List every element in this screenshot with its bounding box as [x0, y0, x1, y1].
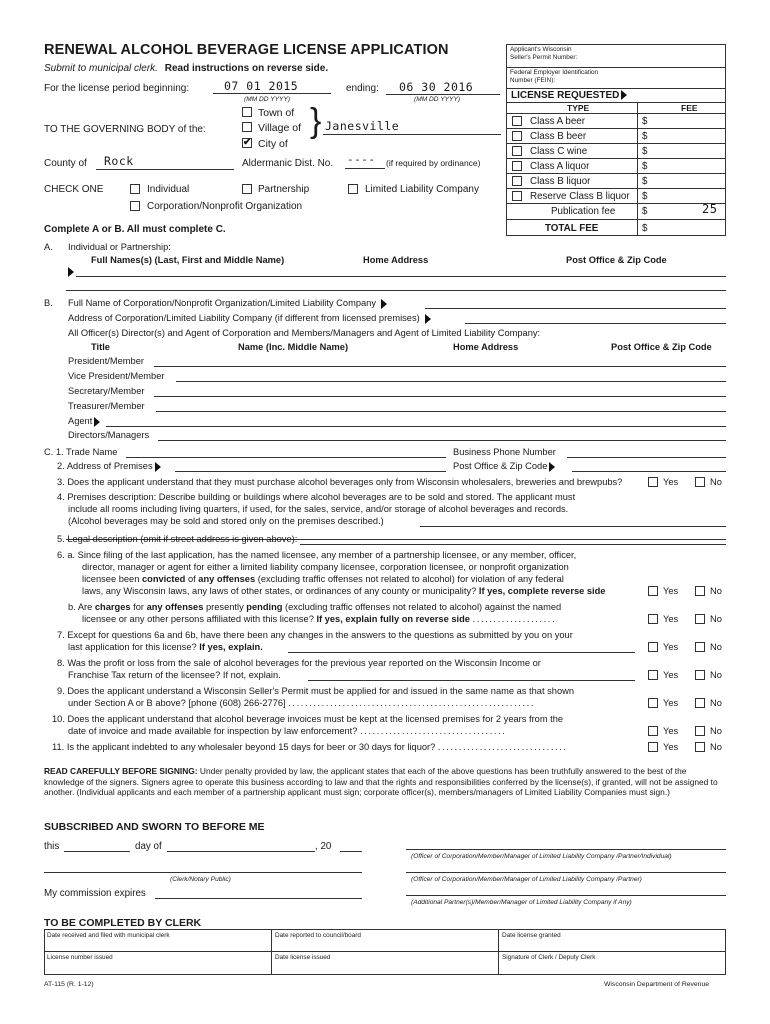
question-5: 5. Legal description (omit if street address is given above): [57, 534, 298, 544]
question-6b-line-2 [82, 614, 556, 625]
city-checkbox[interactable]: ✔ [243, 137, 252, 148]
license-row-rule [506, 173, 726, 174]
no-label: No [710, 742, 722, 752]
q6b1-post: (excluding traffic offenses not related to alcohol) against the named [282, 602, 562, 612]
officer-title: Vice President/Member [68, 371, 165, 381]
year-label: , 20 [315, 841, 332, 852]
date-hint-end: (MM DD YYYY) [414, 96, 461, 103]
phone-line[interactable] [567, 457, 726, 458]
question-6b-line-1 [68, 602, 561, 613]
clerk-row-rule [44, 951, 726, 952]
q6b1-charges: charges [94, 602, 131, 612]
q6b1-mid: presently [203, 602, 247, 612]
corp-label: Corporation/Nonprofit Organization [147, 201, 303, 212]
yes-label: Yes [663, 477, 679, 487]
license-type-label: Class B liquor [530, 176, 591, 187]
clerk-notary-caption: (Clerk/Notary Public) [170, 876, 231, 883]
license-divider [637, 102, 638, 236]
officer-line[interactable] [176, 381, 726, 382]
dollar-sign: $ [642, 191, 648, 202]
officer-title: Treasurer/Member [68, 401, 145, 411]
class-a-liquor-checkbox[interactable] [512, 161, 522, 171]
clerk-cell[interactable]: Date received and filed with municipal clerk [47, 932, 170, 939]
po-row [453, 461, 555, 472]
license-row-rule [506, 143, 726, 144]
license-requested-heading [511, 90, 627, 102]
section-b-letter: B. [44, 298, 53, 308]
q8-no-checkbox[interactable] [695, 670, 705, 680]
officer-line[interactable] [156, 411, 726, 412]
q6a4-pre: laws, any Wisconsin laws, any laws of other states, or ordinances of any county or municipality? [82, 586, 479, 596]
section-b-line-2 [68, 313, 431, 324]
signature-line-1[interactable] [406, 849, 726, 850]
q7-line[interactable] [288, 652, 635, 653]
arrow-right-icon [155, 462, 161, 472]
po-line[interactable] [572, 471, 726, 472]
q6a3-any: any offenses [198, 574, 256, 584]
year-line[interactable] [340, 851, 362, 852]
clerk-col-rule [271, 929, 272, 975]
license-row-rule [506, 203, 726, 204]
dollar-sign: $ [642, 161, 648, 172]
submit-line [44, 63, 328, 75]
section-a-col-home: Home Address [363, 255, 429, 265]
period-end-line [386, 94, 500, 95]
clerk-cell[interactable]: Date reported to council/board [275, 932, 361, 939]
license-type-label: Class A beer [530, 116, 586, 127]
question-4-line-1: 4. Premises description: Describe building or buildings where alcohol beverages are to be sold and stored. The applicant must [57, 492, 576, 502]
period-begin-field[interactable]: 07 01 2015 [224, 79, 299, 93]
q6b1-for: for [130, 602, 147, 612]
arrow-right-icon [549, 462, 555, 472]
q6b-yes-checkbox[interactable] [648, 614, 658, 624]
premises-row [57, 461, 161, 472]
license-row-rule [506, 128, 726, 129]
permit-label-2: Seller's Permit Number: [510, 54, 578, 61]
license-type-label: Reserve Class B liquor [530, 191, 630, 202]
no-label: No [710, 670, 722, 680]
yes-label: Yes [663, 742, 679, 752]
signing-heading: READ CAREFULLY BEFORE SIGNING: [44, 766, 198, 776]
dollar-sign: $ [642, 131, 648, 142]
submit-text: Submit to municipal clerk. [44, 63, 158, 74]
individual-label: Individual [147, 184, 190, 195]
clerk-cell[interactable]: License number issued [47, 954, 113, 961]
instructions-text: Read instructions on reverse side. [164, 63, 329, 74]
county-field[interactable]: Rock [104, 154, 134, 168]
llc-checkbox[interactable] [348, 184, 358, 194]
q3-no-checkbox[interactable] [695, 477, 705, 487]
officer-caption-3: (Additional Partner(s)/Member/Manager of Limited Liability Company if Any) [411, 899, 632, 906]
trade-name-line[interactable] [126, 457, 446, 458]
town-checkbox[interactable] [242, 107, 252, 117]
partnership-checkbox[interactable] [242, 184, 252, 194]
q7-yes-checkbox[interactable] [648, 642, 658, 652]
class-c-wine-checkbox[interactable] [512, 146, 522, 156]
llc-label: Limited Liability Company [365, 184, 479, 195]
q6b-no-checkbox[interactable] [695, 614, 705, 624]
q6b1-pre: b. Are [68, 602, 95, 612]
publication-fee-label: Publication fee [551, 206, 616, 217]
trade-name-label: C. 1. Trade Name [44, 447, 118, 457]
officer-line[interactable] [106, 426, 726, 427]
q9-no-checkbox[interactable] [695, 698, 705, 708]
q7b-pre: last application for this license? [68, 642, 200, 652]
ending-label: ending: [346, 83, 379, 94]
village-checkbox[interactable] [242, 122, 252, 132]
q6b1-pending: pending [246, 602, 283, 612]
yes-label: Yes [663, 670, 679, 680]
period-label: For the license period beginning: [44, 83, 190, 94]
district-note: (if required by ordinance) [386, 158, 481, 168]
municipality-field[interactable]: Janesville [325, 119, 400, 133]
license-type-label: Class A liquor [530, 161, 590, 172]
q6a4-bold: If yes, complete reverse side [478, 586, 606, 596]
corp-address-label: Address of Corporation/Limited Liability Company (if different from licensed premises) [68, 313, 420, 323]
officer-title: Secretary/Member [68, 386, 145, 396]
q6b2-bold: If yes, explain fully on reverse side [316, 614, 470, 624]
q4-line-a[interactable] [420, 526, 726, 527]
q5-line[interactable] [300, 544, 726, 545]
brace: } [310, 102, 322, 140]
license-requested-text: LICENSE REQUESTED [511, 90, 620, 101]
corp-checkbox[interactable] [130, 201, 140, 211]
q6a-no-checkbox[interactable] [695, 586, 705, 596]
arrow-right-icon [425, 314, 431, 324]
yes-label: Yes [663, 642, 679, 652]
q7b-bold: If yes, explain. [199, 642, 263, 652]
leader-dots: ................................... [360, 726, 507, 736]
q6b2-pre: licensee or any other persons affiliated with this license? [82, 614, 317, 624]
q11-no-checkbox[interactable] [695, 742, 705, 752]
class-a-beer-checkbox[interactable] [512, 116, 522, 126]
dollar-sign: $ [642, 116, 648, 127]
question-7-line-2 [68, 642, 263, 653]
license-row-rule [506, 188, 726, 189]
question-11 [52, 742, 568, 753]
dollar-sign: $ [642, 146, 648, 157]
form-title: RENEWAL ALCOHOL BEVERAGE LICENSE APPLICATION [44, 42, 449, 58]
clerk-col-rule [498, 929, 499, 975]
officer-title: President/Member [68, 356, 144, 366]
corp-name-label: Full Name of Corporation/Nonprofit Organization/Limited Liability Company [68, 298, 376, 308]
this-label: this [44, 841, 60, 852]
individual-checkbox[interactable] [130, 184, 140, 194]
village-label: Village of [258, 122, 302, 134]
signature-line-3[interactable] [406, 895, 726, 896]
q10b-text: date of invoice and made available for inspection by law enforcement? [68, 726, 358, 736]
officer-col-name: Name (Inc. Middle Name) [238, 342, 349, 352]
reserve-class-b-checkbox[interactable] [512, 191, 522, 201]
fein-label-1: Federal Employer Identification [510, 69, 599, 76]
question-6a-line-1: 6. a. Since filing of the last application, has the named licensee, any member of a partnership licensee, or any member, officer, [57, 550, 577, 560]
officer-line[interactable] [158, 440, 726, 441]
q6a3-convicted: convicted [141, 574, 186, 584]
no-label: No [710, 642, 722, 652]
question-6a-line-4 [82, 586, 605, 597]
no-label: No [710, 586, 722, 596]
section-a-label: Individual or Partnership: [68, 242, 171, 252]
q8-yes-checkbox[interactable] [648, 670, 658, 680]
license-type-label: Class B beer [530, 131, 587, 142]
yes-label: Yes [663, 726, 679, 736]
municipality-line [323, 134, 501, 135]
complete-instruction: Complete A or B. All must complete C. [44, 224, 226, 235]
arrow-right-icon [381, 299, 387, 309]
question-3: 3. Does the applicant understand that they must purchase alcohol beverages only from Wisconsin wholesalers, breweries and brewpubs? [57, 477, 623, 487]
q9b-text: under Section A or B above? [phone (608) 266-2776] [68, 698, 286, 708]
phone-label: Business Phone Number [453, 447, 556, 457]
premises-label: 2. Address of Premises [57, 461, 153, 471]
q8-line[interactable] [308, 680, 635, 681]
yes-label: Yes [663, 698, 679, 708]
po-label: Post Office & Zip Code [453, 461, 548, 471]
q11-yes-checkbox[interactable] [648, 742, 658, 752]
signing-paragraph [44, 766, 728, 798]
q6a-yes-checkbox[interactable] [648, 586, 658, 596]
date-hint-begin: (MM DD YYYY) [244, 96, 291, 103]
clerk-notary-line[interactable] [44, 872, 362, 873]
no-label: No [710, 614, 722, 624]
officer-line[interactable] [154, 366, 726, 367]
question-8-line-1: 8. Was the profit or loss from the sale of alcohol beverages for the previous year reported on the Wisconsin Income or [57, 658, 541, 668]
county-line [96, 169, 234, 170]
section-a-col-name: Full Names(s) (Last, First and Middle Name) [91, 255, 285, 265]
question-8-line-2: Franchise Tax return of the licensee? If not, explain. [68, 670, 281, 680]
question-10-line-2 [68, 726, 506, 737]
fee-header: FEE [681, 103, 698, 113]
license-type-label: Class C wine [530, 146, 588, 157]
agent-row [68, 416, 100, 427]
q3-yes-checkbox[interactable] [648, 477, 658, 487]
partnership-label: Partnership [258, 184, 310, 195]
clerk-cell[interactable]: Signature of Clerk / Deputy Clerk [502, 954, 596, 961]
question-4-line-2: include all rooms including living quarters, if used, for the sales, service, and/or storage of alcohol beverages and records. [68, 504, 569, 514]
question-9-line-2 [68, 698, 535, 709]
no-label: No [710, 698, 722, 708]
department-name: Wisconsin Department of Revenue [604, 981, 710, 988]
q6a3-pre: licensee been [82, 574, 142, 584]
officer-caption-1: (Officer of Corporation/Member/Manager of Limited Liability Company /Partner/Individual) [411, 853, 672, 860]
license-row-rule [506, 158, 726, 159]
q7-no-checkbox[interactable] [695, 642, 705, 652]
officer-col-po: Post Office & Zip Code [611, 342, 712, 352]
q6b1-any: any offenses [146, 602, 204, 612]
question-6a-line-3 [82, 574, 564, 585]
clerk-cell[interactable]: Date license granted [502, 932, 561, 939]
type-header-rule [506, 113, 726, 114]
arrow-right-icon [94, 417, 100, 427]
district-label: Aldermanic Dist. No. [242, 158, 334, 169]
section-a-col-po: Post Office & Zip Code [566, 255, 667, 265]
q10-no-checkbox[interactable] [695, 726, 705, 736]
clerk-cell[interactable]: Date license issued [275, 954, 331, 961]
class-b-beer-checkbox[interactable] [512, 131, 522, 141]
dollar-sign: $ [642, 223, 648, 234]
q6a3-post: (excluding traffic offenses not related to alcohol) for violation of any federal [255, 574, 564, 584]
signature-line-2[interactable] [406, 872, 726, 873]
q11-text: 11. Is the applicant indebted to any wholesaler beyond 15 days for beer or 30 days for liquor? [52, 742, 436, 752]
dollar-sign: $ [642, 176, 648, 187]
question-6a-line-2: director, manager or agent for either a limited liability company licensee, corporation licensee, or nonprofit organization [82, 562, 569, 572]
license-row-rule [506, 219, 726, 220]
total-fee-label: TOTAL FEE [545, 223, 599, 234]
signing-text: Under penalty provided by law, the applicant states that each of the above questions has been truthfully answered to the best of the knowledge of the signers. Signers agree to operate this business according to law and that the rights and responsibilities conferred by the license(s), if granted, will not be assigned to another. (Individual applicants and each member of a partnership applicant must sign; corporate officer(s), members/managers of Limited Liability Companies must sign.) [44, 766, 718, 797]
leader-dots: ............................... [437, 742, 568, 752]
corp-address-line[interactable] [465, 323, 726, 324]
section-a-line-1[interactable] [76, 276, 726, 277]
dollar-sign: $ [642, 206, 648, 217]
yes-label: Yes [663, 586, 679, 596]
check-one-label: CHECK ONE [44, 184, 104, 195]
permit-label-1: Applicant's Wisconsin [510, 46, 572, 53]
corp-name-line[interactable] [425, 308, 726, 309]
question-4-line-3: (Alcohol beverages may be sold and stored only on the premises described.) [68, 516, 384, 526]
section-a-line-2[interactable] [66, 290, 726, 291]
governing-label: TO THE GOVERNING BODY of the: [44, 124, 206, 135]
premises-line[interactable] [175, 471, 446, 472]
arrow-right-icon [621, 90, 627, 100]
q9-yes-checkbox[interactable] [648, 698, 658, 708]
question-7-line-1: 7. Except for questions 6a and 6b, have there been any changes in the answers to the questions as submitted by you on your [57, 630, 573, 640]
sworn-heading: SUBSCRIBED AND SWORN TO BEFORE ME [44, 821, 265, 833]
no-label: No [710, 726, 722, 736]
leader-dots: ........................................................... [288, 698, 535, 708]
leader-dots: .................... [472, 614, 557, 624]
officer-col-title: Title [91, 342, 110, 352]
officer-caption-2: (Officer of Corporation/Member/Manager of Limited Liability Company /Partner) [411, 876, 642, 883]
class-b-liquor-checkbox[interactable] [512, 176, 522, 186]
q10-yes-checkbox[interactable] [648, 726, 658, 736]
officer-line[interactable] [154, 396, 726, 397]
officer-title: Directors/Managers [68, 430, 150, 440]
commission-line[interactable] [155, 898, 362, 899]
clerk-heading: TO BE COMPLETED BY CLERK [44, 917, 202, 929]
yes-label: Yes [663, 614, 679, 624]
district-line [345, 168, 385, 169]
publication-fee-amount[interactable]: 25 [702, 202, 718, 216]
type-header: TYPE [567, 103, 590, 113]
period-begin-line [213, 93, 331, 94]
commission-label: My commission expires [44, 888, 146, 899]
section-b-line-3: All Officer(s) Director(s) and Agent of Corporation and Members/Managers and Agent of Limited Liability Company: [68, 328, 541, 338]
officer-title: Agent [68, 416, 93, 426]
day-of-label: day of [135, 841, 162, 852]
no-label: No [710, 477, 722, 487]
period-end-field[interactable]: 06 30 2016 [399, 80, 474, 94]
section-b-line-1 [68, 298, 387, 309]
town-label: Town of [258, 107, 295, 119]
district-field[interactable]: ---- [347, 153, 376, 166]
q6a3-of: of [185, 574, 199, 584]
question-9-line-1: 9. Does the applicant understand a Wisconsin Seller's Permit must be applied for and issued in the same name as that shown [57, 686, 574, 696]
arrow-right-icon [66, 266, 74, 277]
day-line[interactable] [64, 851, 130, 852]
officer-col-home: Home Address [453, 342, 519, 352]
form-number: AT-115 (R. 1-12) [44, 981, 94, 988]
month-line[interactable] [167, 851, 315, 852]
fein-label-2: Number (FEIN): [510, 77, 556, 84]
city-label: City of [258, 138, 288, 150]
section-a-letter: A. [44, 242, 53, 252]
question-10-line-1: 10. Does the applicant understand that alcohol beverage invoices must be kept at the licensed premises for 2 years from the [52, 714, 564, 724]
county-label: County of [44, 158, 87, 169]
